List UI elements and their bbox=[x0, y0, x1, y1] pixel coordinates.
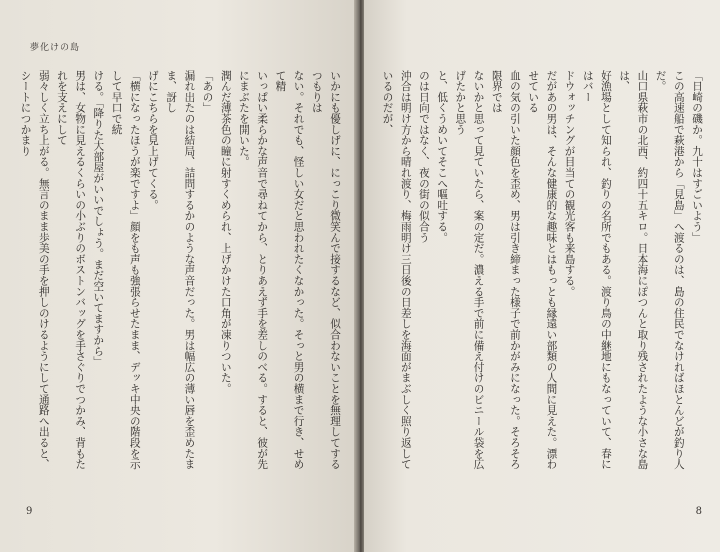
running-header: 夢化けの島 bbox=[30, 43, 81, 53]
right-page-number: 8 bbox=[695, 506, 702, 517]
right-page bbox=[364, 0, 720, 552]
left-page-number: 9 bbox=[26, 506, 33, 517]
left-page bbox=[0, 0, 356, 552]
right-page-body-text: 「日崎の磯か。九十はすごいよう」 この高速船で萩港から「見島」へ渡るのは、島の住民でなければほとんどが釣り人だ。 山口県萩市の北西、約四十五キロ。日本海にぽつんと取り残されたような小さな島は、 好漁場として知られ、釣りの名所でもある。渡り鳥の中継地にもなっていて、春にはバー ドウォッチングが目当ての観光客も来島する。 だがあの男は、そんな健康的な趣味とはもっとも縁遠い部類の人間に見えた。漂わせている 血の気の引いた顔色を歪め、男は引き締まった様子で前かがみになった。そろそろ限界では ないかと思って見ていたら、案の定だ。濃える手で前に備え付けのビニール袋を広げたかと思う と、低くうめいてそこへ嘔吐する。 のは日向ではなく、夜の街の似合う 沖合は明け方から晴れ渡り、梅雨明け三日後の日差しを海面がまぶしく照り返しているのだが、 bbox=[381, 70, 703, 470]
left-page-body-text: いかにも優しげに、にっこり微笑んで接するなど、似合わないことを無理してするつもりは ない。それでも、怪しい女だと思われたくなかった。そっと男の横まで行き、せめて精 いっぱい柔らかな声音で尋ねてから、とりあえず手を差しのべる。すると、彼が先にまぶたを開いた。 潤んだ薄茶色の瞳に射すくめられ、上げかけた口角が凍りついた。 「あの」 漏れ出たのは結局、詰問するかのような声音だった。男は幅広の薄い唇を歪めたまま、訝し げにこちらを見上げてくる。 「横になったほうが楽ですよ」顔をも声も強張らせたまま、デッキ中央の階段を示して早口で続 ける。「降りた大部屋がいいでしょう。まだ空いてますから」 男は、女物に見えるくらいの小ぶりのボストンバッグを手さぐりでつかみ、背もたれを支えにして 弱々しく立ち上がる。無言のまま歩美の手を押しのけるようにして通路へ出ると、シートにつかまり bbox=[19, 70, 341, 470]
